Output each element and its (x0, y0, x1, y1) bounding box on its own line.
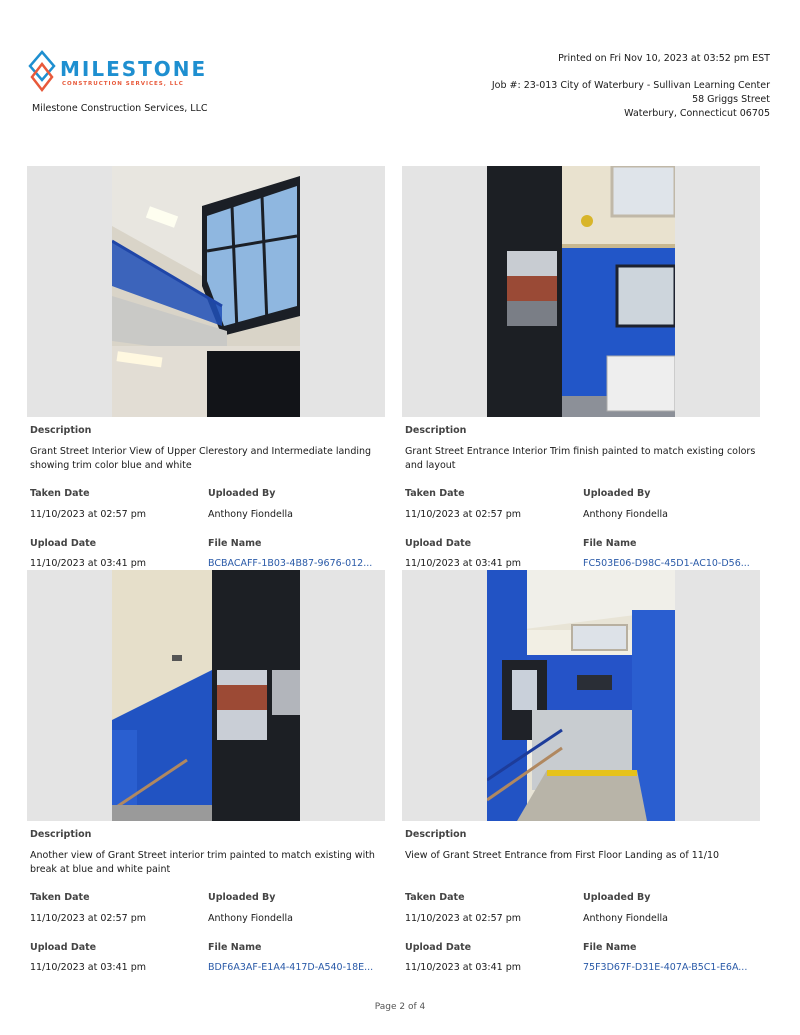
description-label: Description (30, 829, 92, 840)
taken-date-value: 11/10/2023 at 02:57 pm (30, 913, 147, 924)
uploaded-by-label: Uploaded By (208, 892, 276, 903)
upload-date-label: Upload Date (30, 538, 97, 549)
page-number: Page 2 of 4 (374, 1002, 426, 1012)
file-name-label: File Name (583, 942, 637, 953)
address-street: 58 Griggs Street (692, 94, 770, 105)
file-name-link[interactable]: BDF6A3AF-E1A4-417D-A540-18E... (208, 962, 374, 973)
upload-date-value: 11/10/2023 at 03:41 pm (405, 558, 522, 569)
photo-frame[interactable] (402, 166, 760, 417)
upload-date-value: 11/10/2023 at 03:41 pm (30, 558, 147, 569)
upload-date-label: Upload Date (30, 942, 97, 953)
file-name-link[interactable]: BCBACAFF-1B03-4B87-9676-012... (208, 558, 373, 569)
photo-description: Another view of Grant Street interior trim painted to match existing with break at blue and white paint (30, 850, 375, 875)
taken-date-label: Taken Date (405, 892, 465, 903)
photo-entrance-trim (487, 166, 675, 417)
photo-frame[interactable] (27, 166, 385, 417)
photo-card (402, 166, 760, 569)
file-name-label: File Name (583, 538, 637, 549)
upload-date-label: Upload Date (405, 942, 472, 953)
logo-wordmark: MILESTONE (60, 56, 208, 81)
taken-date-label: Taken Date (30, 892, 90, 903)
description-label: Description (405, 425, 467, 436)
uploaded-by-value: Anthony Fiondella (208, 509, 293, 520)
printed-on-text: Printed on Fri Nov 10, 2023 at 03:52 pm EST (558, 53, 770, 64)
upload-date-label: Upload Date (405, 538, 472, 549)
photo-description: Grant Street Interior View of Upper Clerestory and Intermediate landing showing trim color blue and white (30, 446, 372, 471)
photo-interior-trim (112, 570, 300, 821)
file-name-link[interactable]: 75F3D67F-D31E-407A-B5C1-E6A... (583, 962, 748, 973)
address-city: Waterbury, Connecticut 06705 (624, 108, 770, 119)
uploaded-by-label: Uploaded By (583, 892, 651, 903)
upload-date-value: 11/10/2023 at 03:41 pm (405, 962, 522, 973)
file-name-link[interactable]: FC503E06-D98C-45D1-AC10-D56... (583, 558, 750, 569)
uploaded-by-value: Anthony Fiondella (208, 913, 293, 924)
job-number-text: Job #: 23-013 City of Waterbury - Sullivan Learning Center (491, 80, 770, 91)
file-name-label: File Name (208, 942, 262, 953)
photo-frame[interactable] (402, 570, 760, 821)
photo-description: View of Grant Street Entrance from First Floor Landing as of 11/10 (405, 850, 720, 861)
file-name-label: File Name (208, 538, 262, 549)
photo-card (27, 166, 385, 569)
uploaded-by-value: Anthony Fiondella (583, 913, 668, 924)
taken-date-label: Taken Date (30, 488, 90, 499)
photo-card (402, 570, 760, 973)
taken-date-value: 11/10/2023 at 02:57 pm (30, 509, 147, 520)
upload-date-value: 11/10/2023 at 03:41 pm (30, 962, 147, 973)
company-name: Milestone Construction Services, LLC (32, 103, 208, 114)
uploaded-by-value: Anthony Fiondella (583, 509, 668, 520)
taken-date-label: Taken Date (405, 488, 465, 499)
description-label: Description (405, 829, 467, 840)
uploaded-by-label: Uploaded By (583, 488, 651, 499)
uploaded-by-label: Uploaded By (208, 488, 276, 499)
photo-clerestory-stair (112, 166, 300, 417)
taken-date-value: 11/10/2023 at 02:57 pm (405, 509, 522, 520)
photo-card (27, 570, 385, 973)
description-label: Description (30, 425, 92, 436)
report-header-info (440, 52, 770, 121)
photo-description: Grant Street Entrance Interior Trim finish painted to match existing colors and layout (405, 446, 756, 471)
company-logo (28, 50, 288, 94)
logo-subtitle: CONSTRUCTION SERVICES, LLC (62, 80, 184, 87)
photo-frame[interactable] (27, 570, 385, 821)
photo-entrance-landing (487, 570, 675, 821)
taken-date-value: 11/10/2023 at 02:57 pm (405, 913, 522, 924)
milestone-logo-icon (28, 50, 56, 94)
